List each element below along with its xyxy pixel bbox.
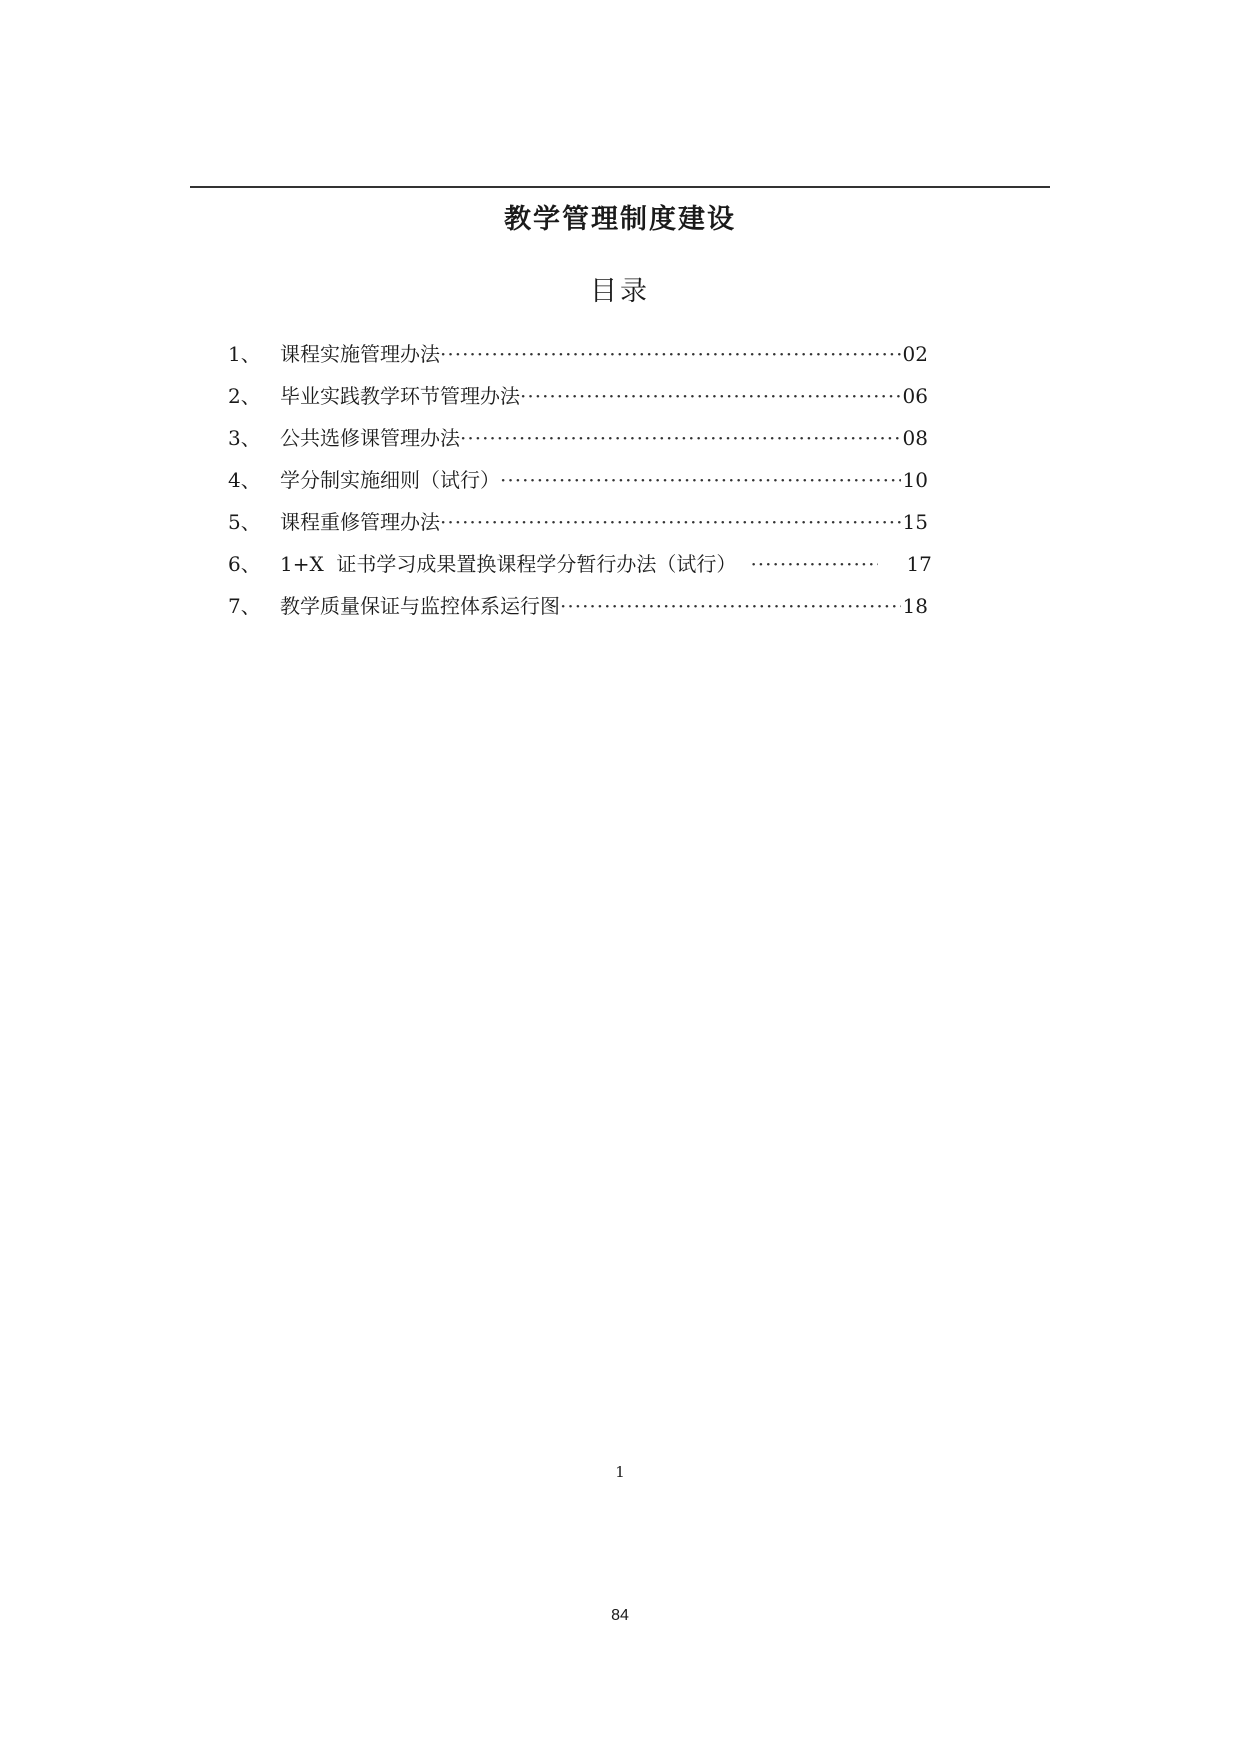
toc-entry[interactable] bbox=[228, 549, 932, 591]
toc-entry[interactable] bbox=[228, 507, 928, 549]
toc-entry[interactable] bbox=[228, 381, 928, 423]
toc-entry-number: 4、 bbox=[228, 468, 261, 492]
toc-entry-number: 6、 bbox=[228, 552, 261, 576]
toc-entry-page: 02 bbox=[902, 342, 928, 366]
toc-entry-page: 15 bbox=[902, 510, 928, 534]
toc-entry-title: 毕业实践教学环节管理办法 bbox=[280, 384, 520, 408]
toc-heading: 目录 bbox=[590, 276, 650, 307]
toc-entry-title: 公共选修课管理办法 bbox=[280, 426, 460, 450]
toc-dot-leader bbox=[520, 381, 901, 411]
toc-dot-leader bbox=[440, 507, 901, 537]
document-title: 教学管理制度建设 bbox=[504, 204, 736, 235]
toc-entry-title: 1+X 证书学习成果置换课程学分暂行办法（试行） bbox=[280, 552, 737, 576]
header-rule bbox=[190, 186, 1050, 188]
toc-entry-number: 5、 bbox=[228, 510, 261, 534]
toc-entry-page: 17 bbox=[906, 552, 932, 576]
inner-page-number: 1 bbox=[615, 1463, 625, 1481]
toc-entry-page: 18 bbox=[902, 594, 928, 618]
toc-entry-number: 2、 bbox=[228, 384, 261, 408]
toc-entry-page: 08 bbox=[902, 426, 928, 450]
toc-entry-number: 3、 bbox=[228, 426, 261, 450]
toc-entry[interactable] bbox=[228, 465, 928, 507]
toc-dot-leader bbox=[500, 465, 901, 495]
toc-entry-title: 学分制实施细则（试行） bbox=[280, 468, 500, 492]
toc-list bbox=[228, 339, 932, 633]
toc-dot-leader bbox=[560, 591, 901, 621]
toc-entry-page: 10 bbox=[902, 468, 928, 492]
toc-dot-leader bbox=[460, 423, 901, 453]
toc-entry-number: 7、 bbox=[228, 594, 261, 618]
toc-entry[interactable] bbox=[228, 423, 928, 465]
toc-entry-title: 课程重修管理办法 bbox=[280, 510, 440, 534]
toc-entry-title: 课程实施管理办法 bbox=[280, 342, 440, 366]
toc-entry-number: 1、 bbox=[228, 342, 261, 366]
toc-entry-title: 教学质量保证与监控体系运行图 bbox=[280, 594, 560, 618]
toc-dot-leader bbox=[440, 339, 901, 369]
toc-entry-page: 06 bbox=[902, 384, 928, 408]
toc-entry[interactable] bbox=[228, 339, 928, 381]
toc-entry[interactable] bbox=[228, 591, 928, 633]
outer-page-number: 84 bbox=[611, 1607, 629, 1624]
toc-dot-leader bbox=[750, 549, 878, 579]
